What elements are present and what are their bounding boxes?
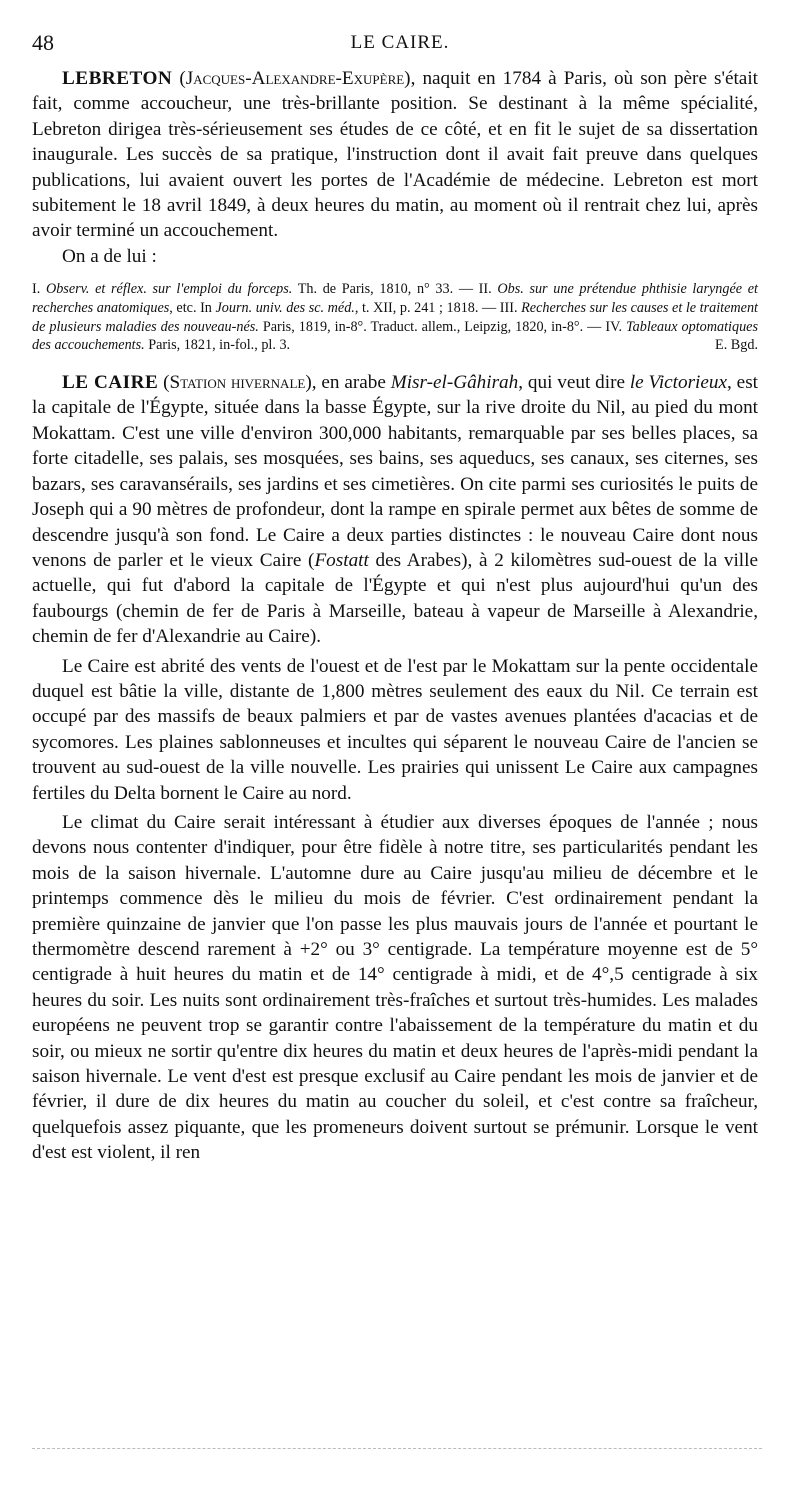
- fostatt-name: Fostatt: [314, 549, 369, 571]
- author-signature: E. Bgd.: [715, 337, 758, 354]
- headword-le-caire: LE CAIRE: [62, 372, 159, 394]
- biblio-title: Observ. et réflex. sur l'emploi du forceps.: [45, 281, 293, 298]
- on-a-de-lui: On a de lui :: [62, 245, 157, 267]
- arabic-name: Misr-el-Gâhirah: [390, 372, 519, 394]
- lebreton-forenames: (Jacques-Alexandre-Exupère): [179, 68, 411, 89]
- paragraph-shelter: Le Caire est abrité des vents de l'ouest et de l'est par le Mokattam sur la pente occidentale duquel est bâtie la ville, distante de 1,800 mètres seulement des eaux du Nil. Ce terrain est occupé par des massifs de beaux palmiers et par de vastes avenues plantées d'acacias et de sycomores. Les plaines sablonneuses et incultes qui séparent le nouveau Caire de l'ancien se trouvent au sud-ouest de la ville nouvelle. Les prairies qui unissent Le Caire aux campagnes fertiles du Delta bornent le Caire au nord.: [32, 655, 758, 804]
- text-run: , en arabe: [311, 372, 391, 394]
- biblio-title: Obs. sur une prétendue phthisie laryngée et recherches anatomiques: [32, 281, 758, 316]
- biblio-title: Tableaux optomatiques des accouchements.: [32, 318, 758, 354]
- biblio-part: I.: [32, 281, 46, 298]
- page-header: [32, 30, 768, 60]
- headword-lebreton: LEBRETON: [62, 68, 173, 89]
- text-run: des Arabes), à 2 kilomètres sud-ouest de la ville actuelle, qui fut d'abord la capitale de l'Égypte et qui n'est plus aujourd'hui qu'un des faubourgs (chemin de fer de Paris à Marseille, bateau à vapeur de Marseille à Alexandrie, chemin de fer d'Alexandrie au Caire).: [32, 549, 758, 648]
- page-number: 48: [32, 30, 54, 55]
- biblio-part: Paris, 1821, in-fol., pl. 3.: [144, 337, 291, 354]
- entry-lebreton: [32, 66, 758, 244]
- le-caire-subtitle: (Station hivernale): [163, 372, 312, 394]
- entry-le-caire: [32, 370, 758, 649]
- running-title: LE CAIRE.: [350, 32, 450, 53]
- text-run: , est la capitale de l'Égypte, située dans la basse Égypte, sur la rive droite du Nil, au pied du mont Mokattam. C'est une ville d'environ 300,000 habitants, remarquable par ses belles places, sa forte citadelle, ses palais, ses mosquées, ses bains, ses aqueducs, ses canaux, ses citernes, ses bazars, ses caravansérails, ses jardins et ses cimetières. On cite parmi ses curiosités le puits de Joseph qui a 90 mètres de profondeur, dont la rampe en spirale permet aux bêtes de somme de descendre jusqu'à son fond. Le Caire a deux parties distinctes : le nouveau Caire dont nous venons de parler et le vieux Caire (: [32, 372, 758, 571]
- footer-rule: [32, 1448, 762, 1449]
- lebreton-text: , naquit en 1784 à Paris, où son père s'était fait, comme accoucheur, une très-brillante position. Se destinant à la même spécialité, Lebreton dirigea très-sérieusement ses études de ce côté, et en fit le sujet de sa dissertation inaugurale. Les succès de sa pratique, l'instruction dont il avait fait preuve dans quelques publications, lui avaient ouvert les portes de l'Académie de médecine. Lebreton est mort subitement le 18 avril 1849, à deux heures du matin, au moment où il rentrait chez lui, après avoir terminé un accouchement.: [32, 68, 758, 242]
- biblio-title: Recherches sur les causes et le traitement de plusieurs maladies des nouveau-nés.: [32, 299, 758, 335]
- paragraph-climate: Le climat du Caire serait intéressant à étudier aux diverses époques de l'année ; nous devons nous contenter d'indiquer, pour être fidèle à notre titre, ses particularités pendant les mois de la saison hivernale. L'automne dure au Caire jusqu'au milieu de décembre et le printemps commence dès le milieu du mois de février. C'est ordinairement pendant la première quinzaine de janvier que l'on passe les plus mauvais jours de l'année et pourtant le thermomètre descend rarement à +2° ou 3° centigrade. La température moyenne est de 5° centigrade à huit heures du matin et de 14° centigrade à midi, et de 4°,5 centigrade à six heures du soir. Les nuits sont ordinairement très-fraîches et surtout très-humides. Les malades européens ne peuvent trop se garantir contre l'abaissement de la température du matin et du soir, ou mieux ne sortir qu'entre dix heures du matin et deux heures de l'après-midi pendant la saison hivernale. Le vent d'est est presque exclusif au Caire pendant les mois de janvier et de février, il dure de dix heures du matin au coucher du soleil, et c'est contre sa fraîcheur, quelquefois assez piquante, que les promeneurs doivent surtout se prémunir. Lorsque le vent d'est est violent, il ren: [32, 811, 758, 1164]
- biblio-part: , etc. In: [169, 299, 216, 316]
- lebreton-bibliography: [32, 280, 758, 355]
- biblio-part: Paris, 1819, in-8°. Traduct. allem., Leipzig, 1820, in-8°. — IV.: [258, 318, 627, 335]
- biblio-part: , t. XII, p. 241 ; 1818. — III.: [354, 299, 522, 316]
- biblio-part: Th. de Paris, 1810, n° 33. — II.: [292, 281, 498, 298]
- page-body: [32, 66, 758, 1166]
- biblio-title: Journ. univ. des sc. méd.: [215, 299, 355, 316]
- text-run: , qui veut dire: [518, 372, 630, 394]
- name-meaning: le Victorieux: [629, 372, 728, 394]
